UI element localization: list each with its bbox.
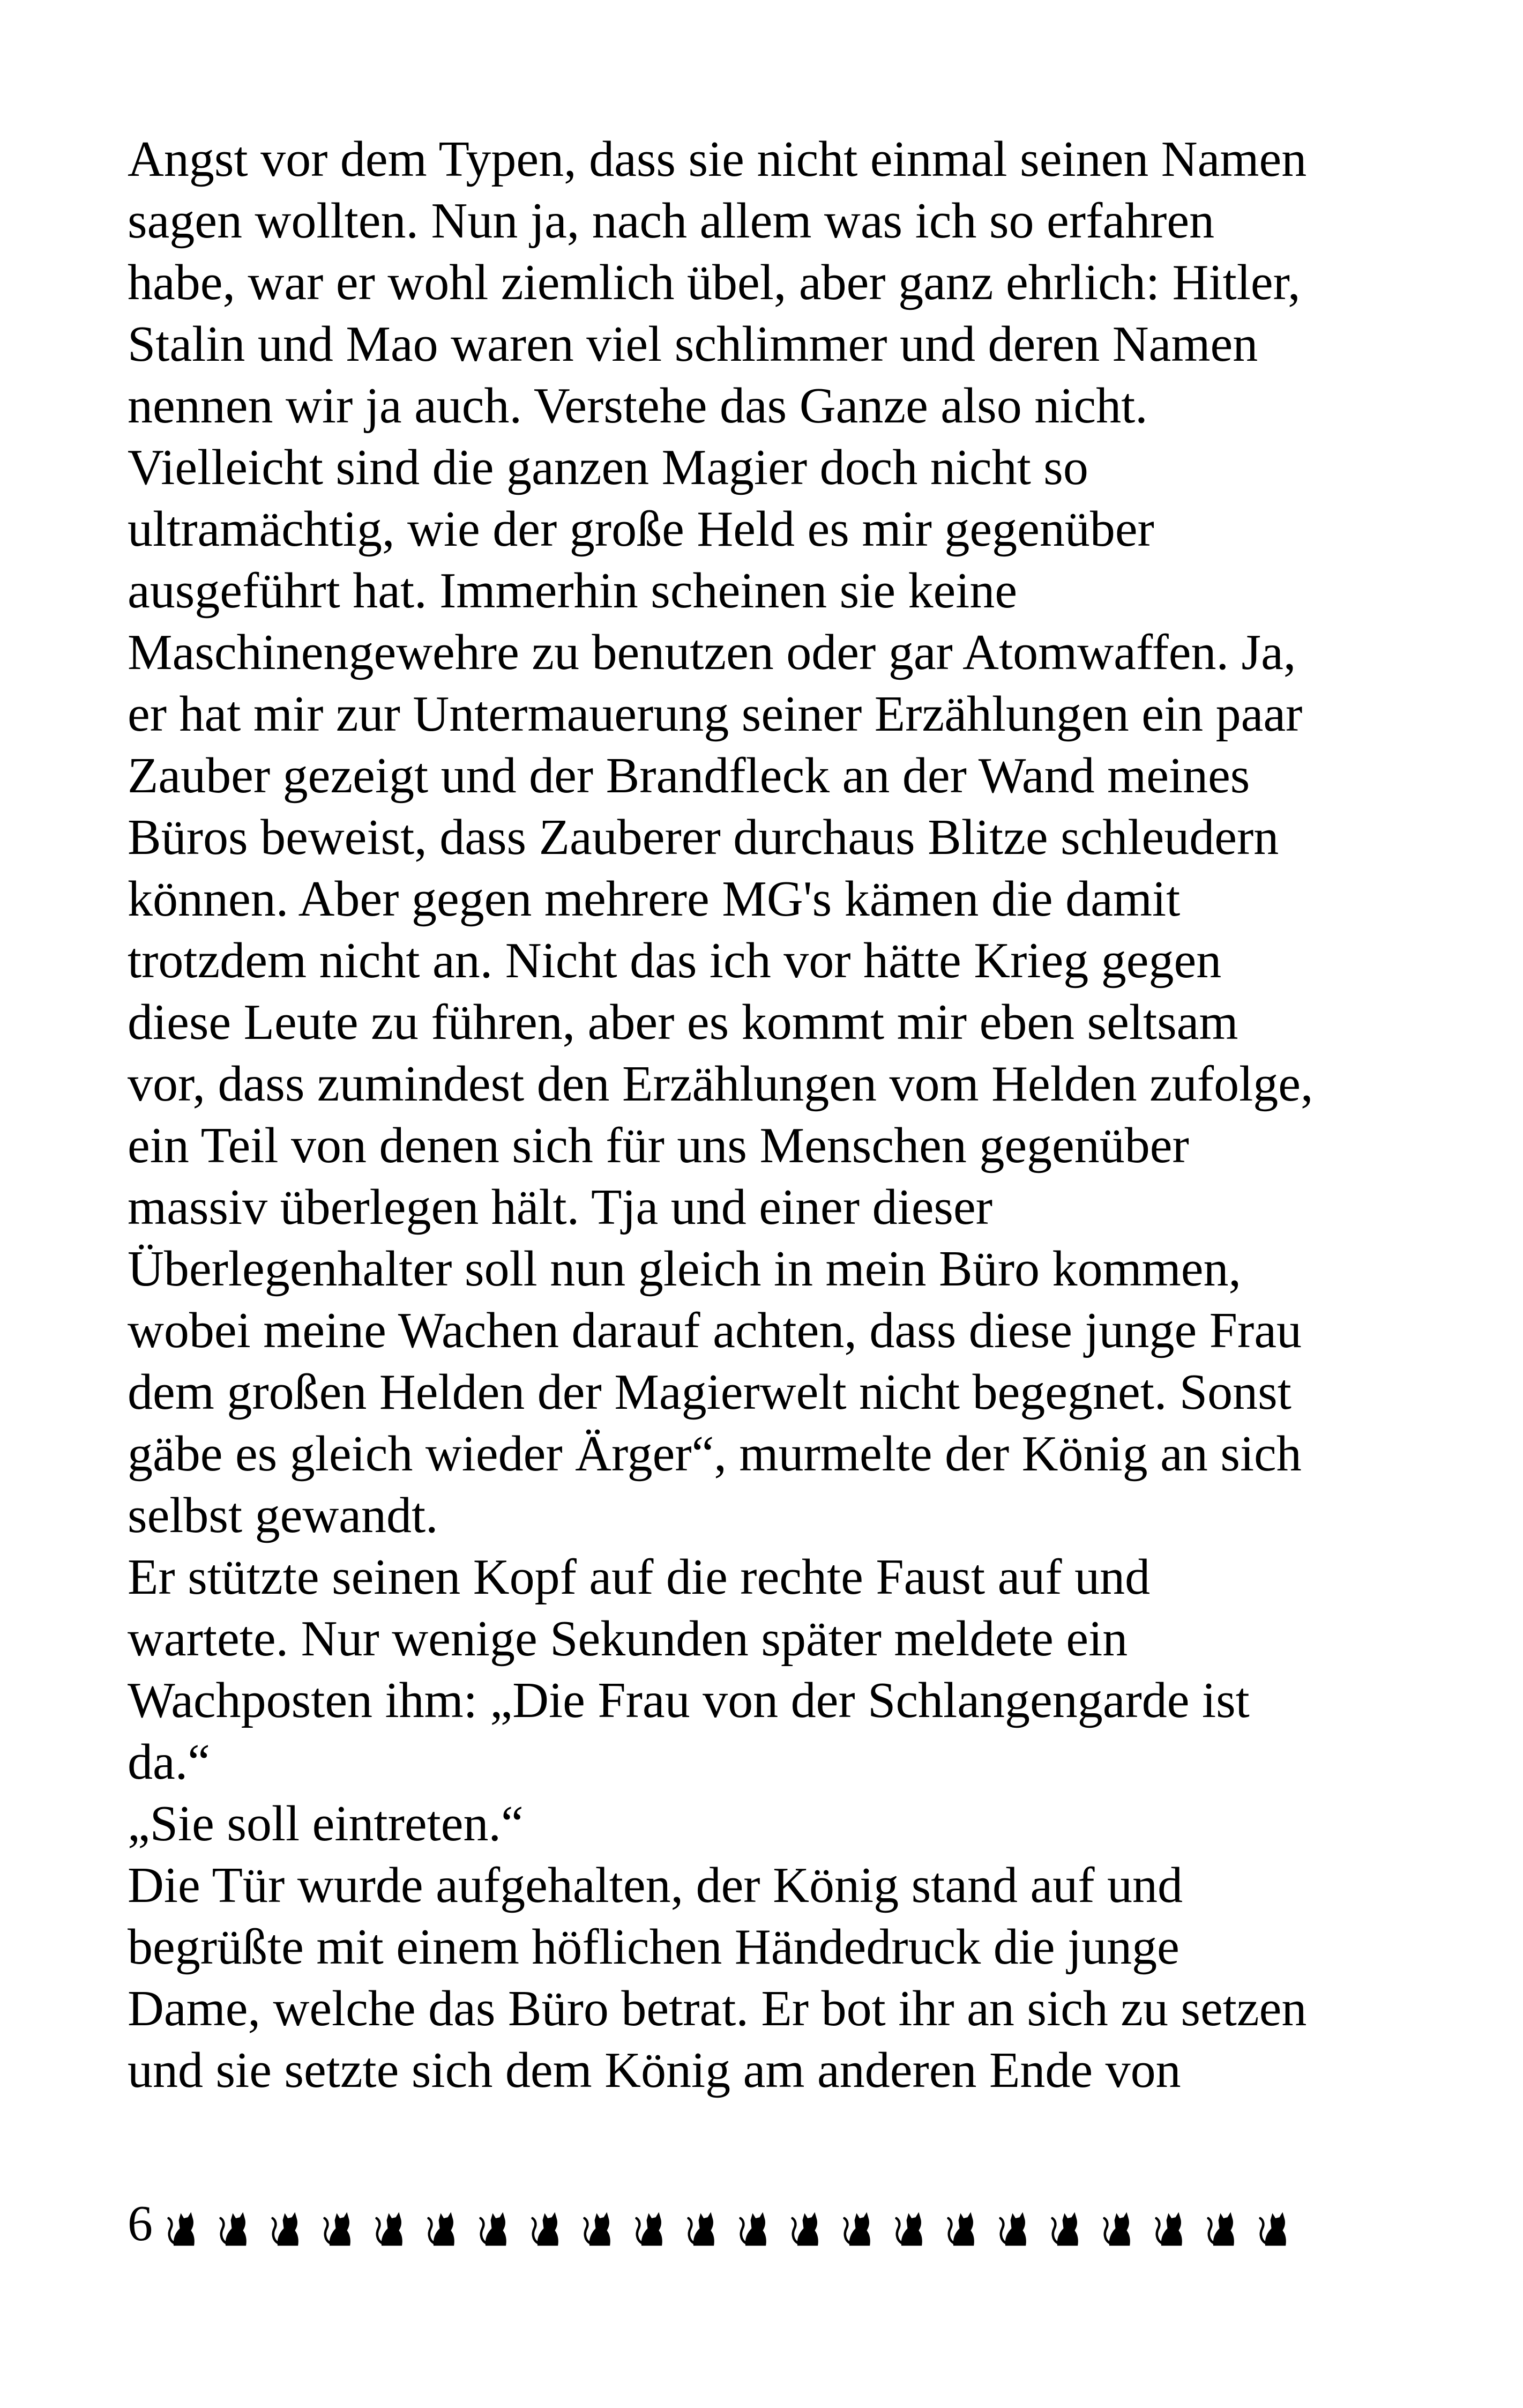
cat-silhouette-icon — [424, 2203, 465, 2244]
text-line: vor, dass zumindest den Erzählungen vom Helden zufolge, — [128, 1056, 1313, 1112]
cat-silhouette-icon — [1152, 2203, 1193, 2244]
text-line: diese Leute zu führen, aber es kommt mir eben seltsam — [128, 994, 1238, 1050]
cat-silhouette-icon — [528, 2203, 569, 2244]
cat-silhouette-icon — [892, 2203, 933, 2244]
text-line: Büros beweist, dass Zauberer durchaus Blitze schleudern — [128, 809, 1279, 865]
cat-silhouette-icon — [165, 2203, 205, 2244]
cat-silhouette-icon — [1048, 2203, 1089, 2244]
text-line: Dame, welche das Büro betrat. Er bot ihr an sich zu setzen — [128, 1981, 1307, 2037]
text-line: habe, war er wohl ziemlich übel, aber ganz ehrlich: Hitler, — [128, 255, 1301, 310]
text-line: nennen wir ja auch. Verstehe das Ganze also nicht. — [128, 378, 1148, 434]
cat-silhouette-icon — [684, 2203, 725, 2244]
cat-silhouette-icon — [1100, 2203, 1141, 2244]
text-line: Die Tür wurde aufgehalten, der König stand auf und — [128, 1857, 1183, 1913]
cat-silhouette-icon — [944, 2203, 985, 2244]
cat-silhouette-icon — [372, 2203, 413, 2244]
text-line: Zauber gezeigt und der Brandfleck an der Wand meines — [128, 748, 1250, 804]
text-line: da.“ — [128, 1734, 210, 1790]
text-line: Wachposten ihm: „Die Frau von der Schlangengarde ist — [128, 1673, 1250, 1728]
cat-silhouette-icon — [788, 2203, 829, 2244]
cat-silhouette-icon — [216, 2203, 257, 2244]
cat-silhouette-icon — [320, 2203, 361, 2244]
text-line: ausgeführt hat. Immerhin scheinen sie keine — [128, 563, 1018, 619]
text-line: er hat mir zur Untermauerung seiner Erzählungen ein paar — [128, 686, 1303, 742]
cat-silhouette-icon — [268, 2203, 309, 2244]
cat-silhouette-icon — [1204, 2203, 1245, 2244]
text-line: „Sie soll eintreten.“ — [128, 1796, 524, 1852]
text-line: und sie setzte sich dem König am anderen Ende von — [128, 2042, 1181, 2098]
text-line: trotzdem nicht an. Nicht das ich vor hätte Krieg gegen — [128, 933, 1222, 989]
text-line: können. Aber gegen mehrere MG's kämen die damit — [128, 871, 1181, 927]
text-line: ultramächtig, wie der große Held es mir gegenüber — [128, 501, 1154, 557]
text-line: dem großen Helden der Magierwelt nicht begegnet. Sonst — [128, 1364, 1291, 1420]
cat-silhouette-icon — [580, 2203, 621, 2244]
text-line: Maschinengewehre zu benutzen oder gar Atomwaffen. Ja, — [128, 625, 1296, 680]
cat-silhouette-icon — [476, 2203, 517, 2244]
text-line: Er stützte seinen Kopf auf die rechte Faust auf und — [128, 1549, 1151, 1605]
text-line: Angst vor dem Typen, dass sie nicht einmal seinen Namen — [128, 131, 1307, 187]
body-text — [128, 129, 1414, 2101]
page-footer — [128, 2193, 1297, 2254]
cat-silhouette-icon — [1256, 2203, 1297, 2244]
text-line: ein Teil von denen sich für uns Menschen gegenüber — [128, 1118, 1189, 1173]
text-line: sagen wollten. Nun ja, nach allem was ich so erfahren — [128, 193, 1215, 249]
page-number: 6 — [128, 2195, 153, 2251]
text-line: gäbe es gleich wieder Ärger“, murmelte der König an sich — [128, 1426, 1302, 1482]
text-line: wartete. Nur wenige Sekunden später meldete ein — [128, 1611, 1128, 1667]
cat-silhouette-icon — [996, 2203, 1037, 2244]
ornament-row — [165, 2203, 1297, 2244]
text-line: Vielleicht sind die ganzen Magier doch nicht so — [128, 440, 1088, 495]
text-line: Überlegenhalter soll nun gleich in mein Büro kommen, — [128, 1241, 1241, 1297]
cat-silhouette-icon — [736, 2203, 777, 2244]
cat-silhouette-icon — [840, 2203, 881, 2244]
text-line: selbst gewandt. — [128, 1488, 438, 1543]
text-line: begrüßte mit einem höflichen Händedruck die junge — [128, 1919, 1179, 1975]
cat-silhouette-icon — [632, 2203, 673, 2244]
text-line: massiv überlegen hält. Tja und einer dieser — [128, 1179, 993, 1235]
text-line: Stalin und Mao waren viel schlimmer und deren Namen — [128, 316, 1258, 372]
text-line: wobei meine Wachen darauf achten, dass diese junge Frau — [128, 1303, 1302, 1358]
